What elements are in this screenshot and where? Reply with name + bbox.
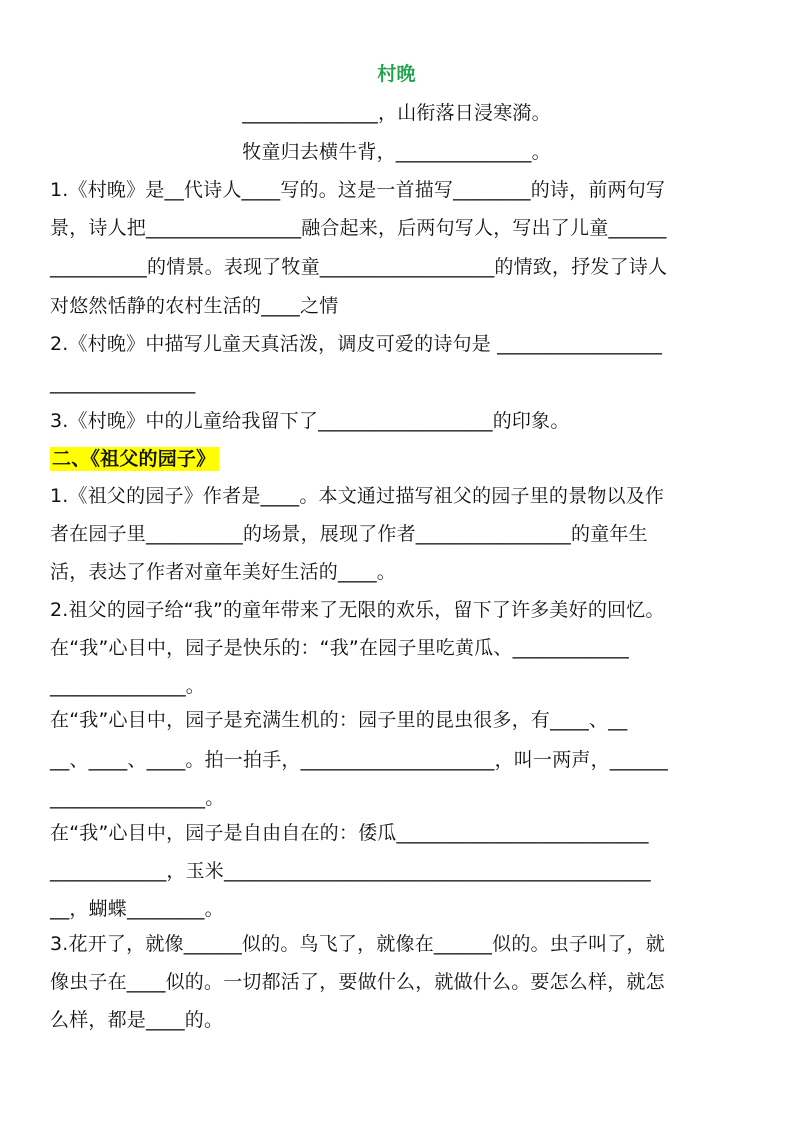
s1-q1-line-2: 景，诗人把________________融合起来，后两句写人，写出了儿童______ (50, 217, 667, 239)
s2-q3-line-3: 么样，都是____的。 (50, 1009, 224, 1031)
s2-q2-line-1: 2.祖父的园子给“我”的童年带来了无限的欢乐，留下了许多美好的回忆。 (50, 599, 665, 621)
s2-q2-line-2: 在“我”心目中，园子是快乐的：“我”在园子里吃黄瓜、____________ (50, 637, 629, 659)
s2-q1-line-1: 1.《祖父的园子》作者是____。本文通过描写祖父的园子里的景物以及作 (50, 485, 665, 507)
s2-q3-line-1: 3.花开了，就像______似的。鸟飞了，就像在______似的。虫子叫了，就 (50, 933, 665, 955)
poem-line-1: ______________，山衔落日浸寒漪。 (242, 102, 551, 124)
poem-line-2: 牧童归去横牛背，______________。 (242, 141, 551, 163)
s2-q2-line-4: 在“我”心目中，园子是充满生机的：园子里的昆虫很多，有____、__ (50, 709, 628, 731)
s2-q2-line-7: 在“我”心目中，园子是自由自在的：倭瓜__________________________ (50, 822, 649, 844)
section-2-heading-row (50, 445, 744, 473)
s1-q1-line-3: __________的情景。表现了牧童__________________的情致，抒发了诗人 (50, 256, 668, 278)
s2-q2-line-5: __、____、____。拍一拍手，____________________，叫一两声，______ (50, 749, 669, 771)
s2-q2-line-8: ____________，玉米____________________________________________ (50, 860, 651, 882)
s2-q2-line-3: ______________。 (50, 675, 206, 697)
s2-q2-line-9: __，蝴蝶________。 (50, 898, 224, 920)
s1-q1-line-1: 1.《村晚》是__代诗人____写的。这是一首描写________的诗，前两句写 (50, 179, 666, 201)
s1-q2-line-1: 2.《村晚》中描写儿童天真活泼，调皮可爱的诗句是 _________________ (50, 333, 663, 355)
section-2-heading: 二、《祖父的园子》 (50, 447, 219, 471)
s1-q1-line-4: 对悠然恬静的农村生活的____之情 (50, 295, 339, 317)
poem-title: 村晚 (377, 63, 416, 85)
s2-q2-line-6: ________________。 (50, 787, 225, 809)
s2-q1-line-2: 者在园子里__________的场景，展现了作者________________的童年生 (50, 523, 648, 545)
s1-q2-line-2: _______________ (50, 372, 196, 394)
s2-q1-line-3: 活，表达了作者对童年美好生活的____。 (50, 561, 397, 583)
s1-q3-line: 3.《村晚》中的儿童给我留下了__________________的印象。 (50, 410, 570, 432)
s2-q3-line-2: 像虫子在____似的。一切都活了，要做什么，就做什么。要怎么样，就怎 (50, 971, 665, 993)
